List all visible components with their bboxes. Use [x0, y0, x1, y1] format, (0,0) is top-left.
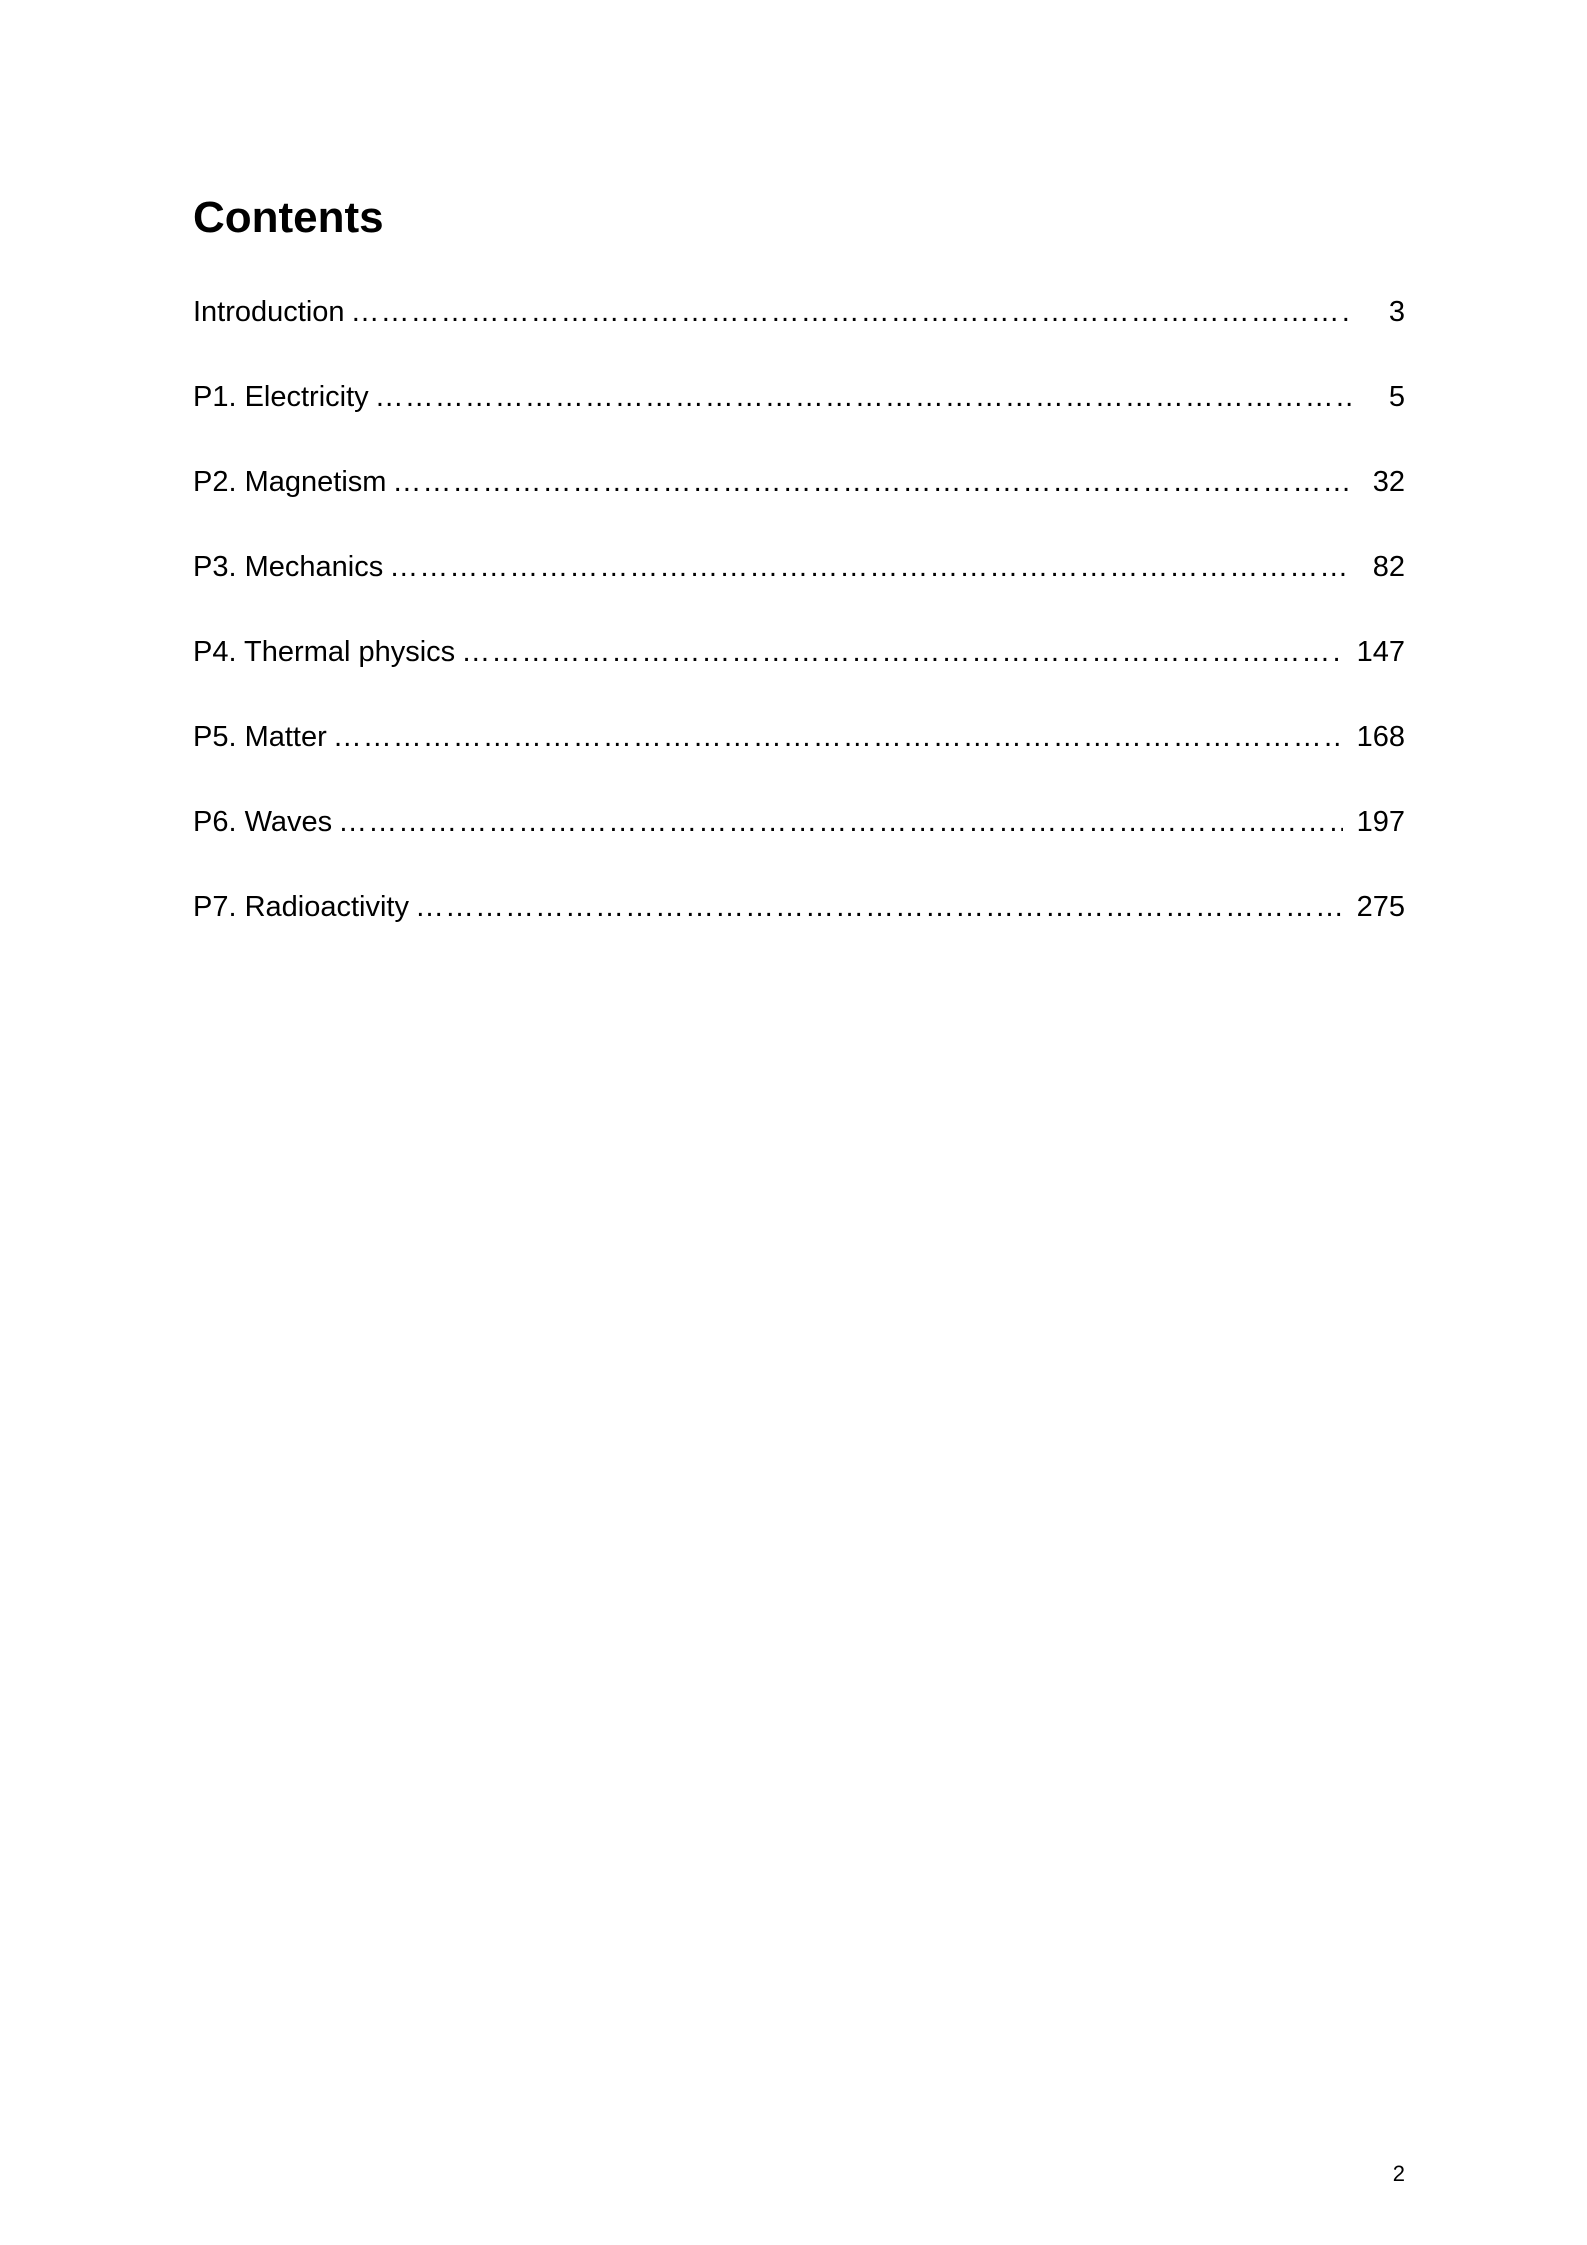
toc-entry-label: P4. Thermal physics — [193, 636, 456, 668]
toc-entry-label: P6. Waves — [193, 806, 333, 838]
table-of-contents — [193, 290, 1405, 970]
toc-entry-page: 275 — [1356, 891, 1405, 923]
contents-title: Contents — [193, 193, 384, 242]
toc-entry-mechanics[interactable] — [193, 545, 1405, 630]
dot-leader — [392, 460, 1351, 504]
dot-leader — [351, 290, 1351, 334]
dot-leader — [415, 885, 1343, 929]
toc-entry-label: P3. Mechanics — [193, 551, 384, 583]
toc-entry-introduction[interactable] — [193, 290, 1405, 375]
toc-entry-page: 147 — [1356, 636, 1405, 668]
page-number: 2 — [1392, 2161, 1405, 2186]
toc-entry-page: 32 — [1372, 466, 1405, 498]
toc-entry-label: P1. Electricity — [193, 381, 369, 413]
toc-entry-electricity[interactable] — [193, 375, 1405, 460]
dot-leader — [333, 715, 1343, 759]
dot-leader — [338, 800, 1342, 844]
dot-leader — [375, 375, 1351, 419]
toc-entry-magnetism[interactable] — [193, 460, 1405, 545]
toc-entry-page: 168 — [1356, 721, 1405, 753]
toc-entry-page: 82 — [1372, 551, 1405, 583]
toc-entry-page: 3 — [1388, 296, 1405, 328]
dot-leader — [461, 630, 1342, 674]
toc-entry-matter[interactable] — [193, 715, 1405, 800]
toc-entry-page: 197 — [1356, 806, 1405, 838]
toc-entry-label: P7. Radioactivity — [193, 891, 409, 923]
toc-entry-thermal-physics[interactable] — [193, 630, 1405, 715]
toc-entry-waves[interactable] — [193, 800, 1405, 885]
toc-entry-radioactivity[interactable] — [193, 885, 1405, 970]
toc-entry-label: P5. Matter — [193, 721, 327, 753]
toc-entry-label: P2. Magnetism — [193, 466, 387, 498]
dot-leader — [389, 545, 1351, 589]
toc-entry-label: Introduction — [193, 296, 345, 328]
toc-entry-page: 5 — [1388, 381, 1405, 413]
